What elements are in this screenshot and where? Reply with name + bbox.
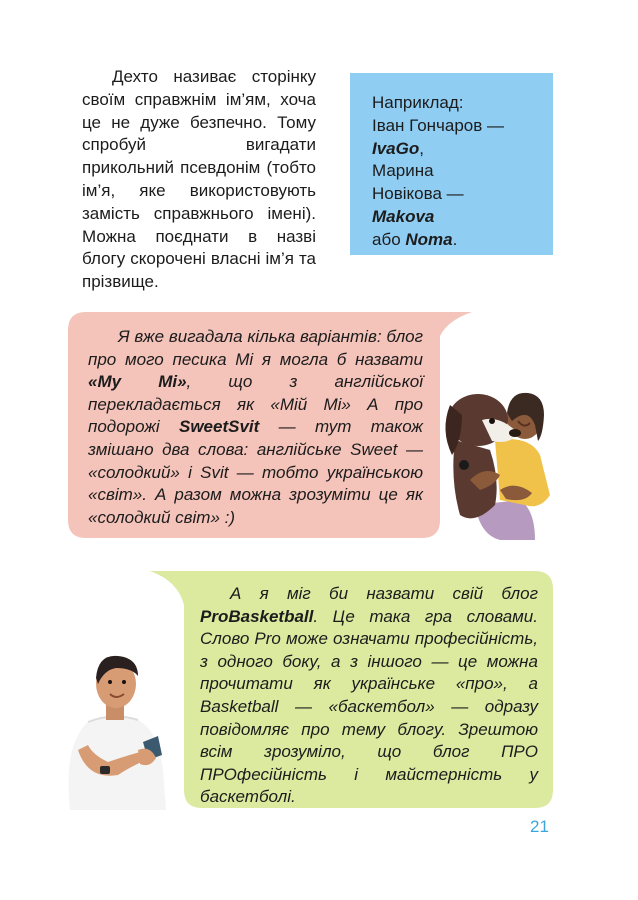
girl-speech-bubble — [68, 312, 474, 538]
nickname-makova: Makova — [372, 206, 435, 226]
nickname-ivago: IvaGo — [372, 138, 420, 158]
boy-bubble-text: А я міг би назвати свій блог ProBasketball. Це така гра словами. Слово Pro може означати професійність, з одного боку, а з іншого — це можна прочитати як українське «про», а Basketball — «баскетбол» — одразу повідомляє про тему блогу. Зрештою всім зрозуміло, що блог ПРО ПРОфесійність і майстерність у баскетболі. — [200, 584, 538, 807]
example-line: Марина — [372, 161, 434, 181]
nickname-noma: Noma — [405, 229, 453, 249]
example-line: IvaGo, — [372, 138, 424, 158]
boy-speech-bubble — [150, 571, 553, 808]
intro-paragraph — [82, 66, 316, 294]
example-line: Наприклад: — [372, 93, 464, 112]
page-number: 21 — [530, 817, 549, 836]
boy-with-phone-illustration — [58, 650, 178, 810]
girl-with-dog-illustration — [440, 385, 555, 540]
example-line — [372, 206, 553, 229]
girl-bubble-text: Я вже вигадала кілька варіантів: блог про мого песика Мі я могла б назвати «My Mi», що з англійської перекладається як «Мій Мі» А про подорожі SweetSvit — тут також змішано два слова: англійське Sweet — «солодкий» і Svit — тобто українською «світ». А разом можна зрозуміти це як «солодкий світ» :) — [88, 327, 423, 527]
example-line: або Noma. — [372, 229, 458, 249]
example-box — [350, 73, 553, 255]
intro-text: Дехто називає сторінку своїм справжнім ім’ям, хоча це не дуже безпечно. Тому спробуй вигадати прикольний псевдонім (тобто ім’я, яке використовують замість справжнього імені). Можна поєднати в назві блогу скорочені власні ім’я та прізвище. — [82, 67, 316, 292]
example-line: Іван Гончаров — — [372, 115, 505, 135]
example-line: Новікова — — [372, 184, 464, 204]
